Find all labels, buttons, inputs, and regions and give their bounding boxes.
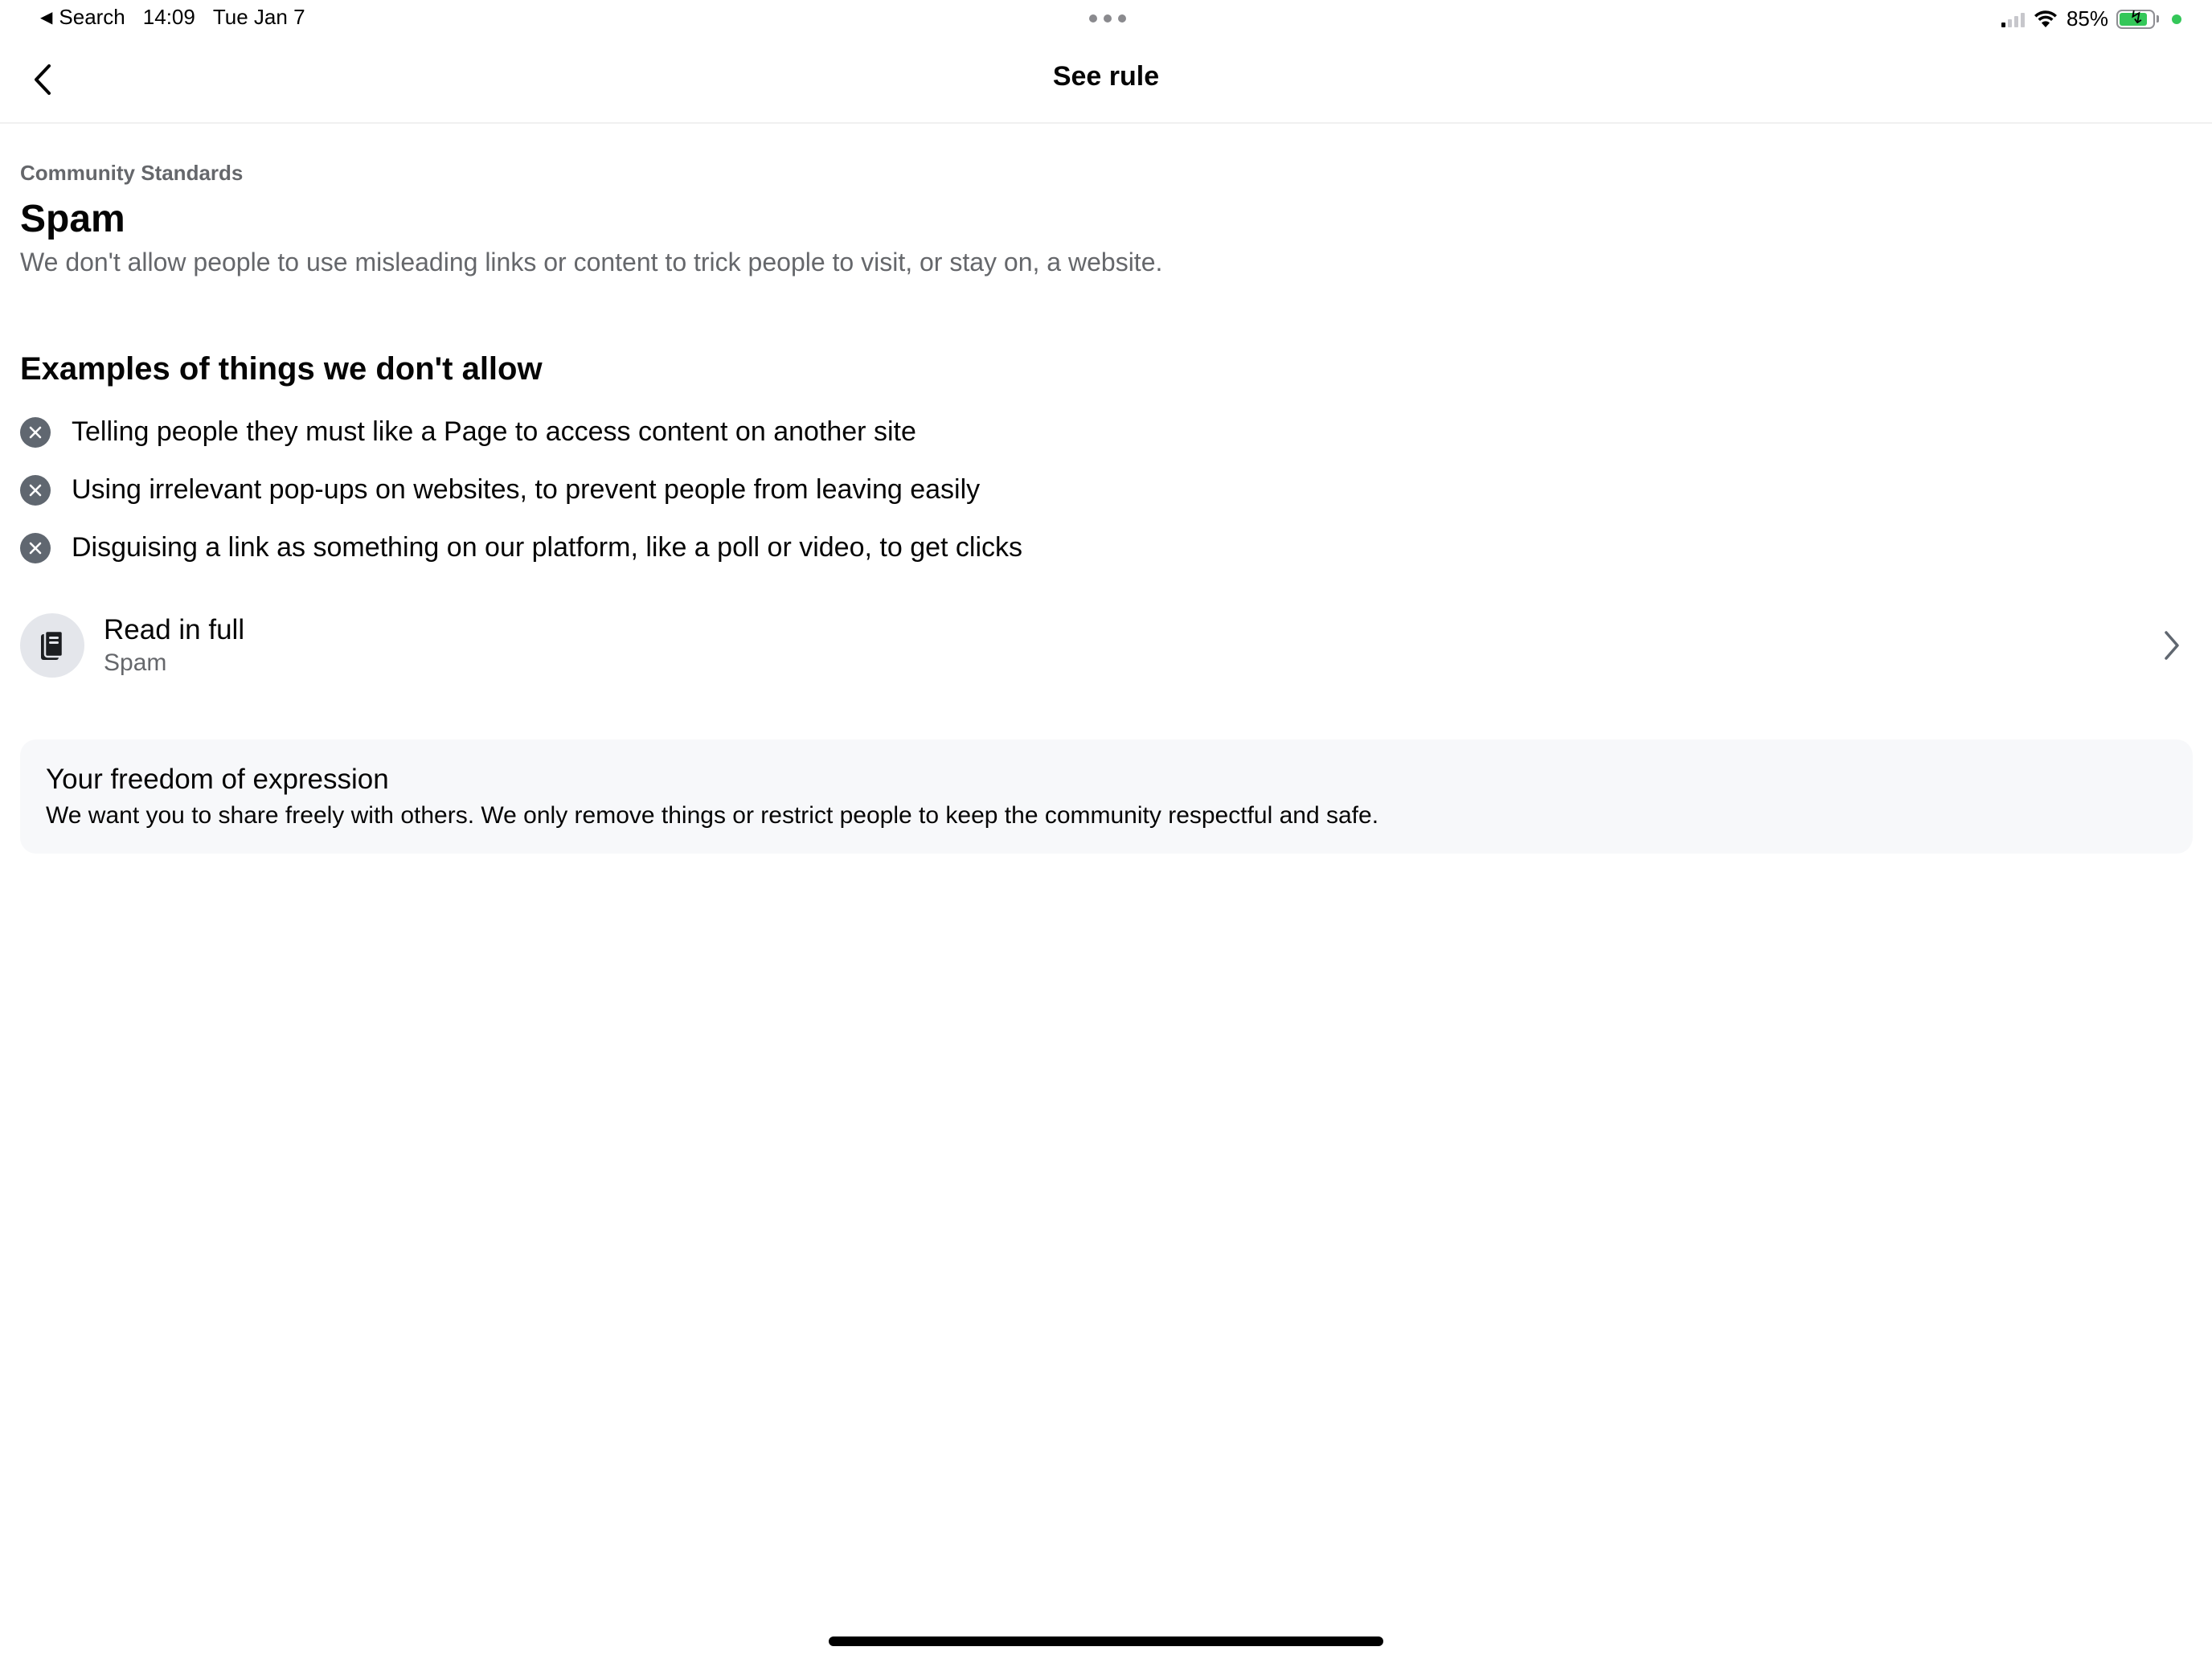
- read-in-full-subtitle: Spam: [104, 649, 167, 676]
- status-time: 14:09: [142, 5, 195, 29]
- examples-heading: Examples of things we don't allow: [20, 350, 543, 387]
- freedom-title: Your freedom of expression: [46, 763, 389, 795]
- freedom-body: We want you to share freely with others. We only remove things or restrict people to keep the community respectful and safe.: [46, 801, 1379, 829]
- freedom-of-expression-card: [20, 739, 2193, 854]
- battery-icon: [2116, 6, 2155, 29]
- example-item: [20, 403, 2192, 461]
- chevron-right-icon: [2152, 625, 2192, 666]
- x-circle-icon: [20, 475, 51, 506]
- example-text: Disguising a link as something on our platform, like a poll or video, to get clicks: [72, 532, 1023, 563]
- back-to-app-label[interactable]: Search: [59, 5, 125, 29]
- examples-list: [20, 403, 2192, 577]
- x-circle-icon: [20, 533, 51, 563]
- navigation-bar: [0, 39, 2212, 124]
- read-in-full-row[interactable]: [20, 609, 2192, 682]
- read-in-full-text: [104, 614, 244, 677]
- battery-percent: 85%: [2066, 6, 2108, 31]
- rule-description: We don't allow people to use misleading links or content to trick people to visit, or stay on, a website.: [20, 247, 1163, 276]
- back-to-app-triangle-icon[interactable]: ◀: [40, 8, 53, 27]
- page-title: See rule: [1052, 61, 1160, 92]
- rule-category: Community Standards: [20, 161, 244, 185]
- x-circle-icon: [20, 417, 51, 448]
- status-date: Tue Jan 7: [212, 5, 305, 29]
- book-icon-container: [20, 613, 84, 678]
- multitasking-dots-icon[interactable]: [1089, 14, 1126, 23]
- read-in-full-title: Read in full: [104, 613, 245, 645]
- rule-content: [20, 161, 2192, 854]
- wifi-icon: [2033, 10, 2058, 29]
- example-text: Telling people they must like a Page to access content on another site: [72, 416, 916, 448]
- camera-in-use-indicator: [2172, 14, 2181, 24]
- book-icon: [39, 629, 66, 662]
- home-indicator[interactable]: [829, 1636, 1383, 1646]
- status-right: [2001, 6, 2181, 31]
- example-item: [20, 461, 2192, 519]
- status-bar: [0, 0, 2212, 39]
- example-text: Using irrelevant pop-ups on websites, to prevent people from leaving easily: [72, 474, 981, 506]
- charging-bolt-icon: ↯: [2129, 6, 2144, 27]
- cellular-signal-icon: [2001, 11, 2025, 27]
- rule-title: Spam: [20, 198, 125, 240]
- status-left: [40, 5, 305, 30]
- battery-cap: [2157, 15, 2159, 23]
- example-item: [20, 519, 2192, 577]
